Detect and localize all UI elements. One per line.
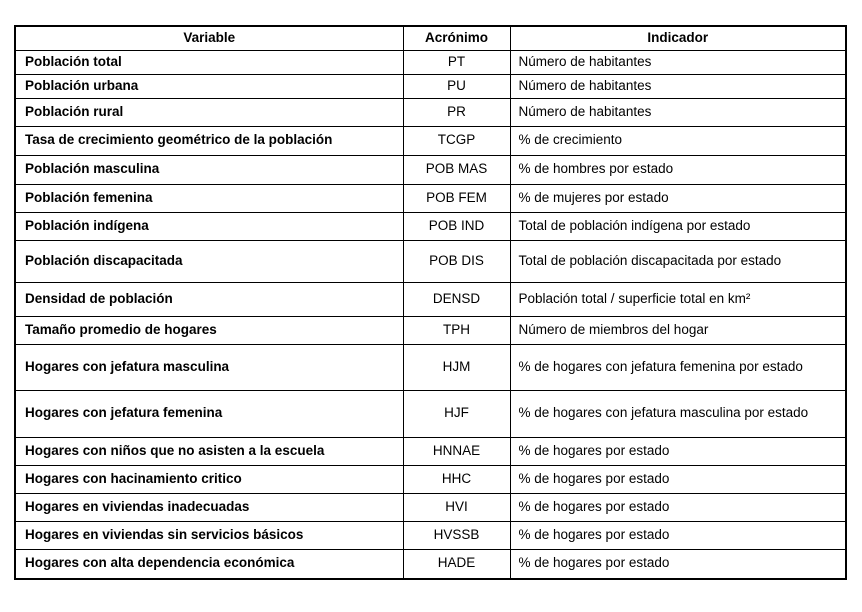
acronym-cell: TCGP (403, 126, 510, 155)
header-variable: Variable (15, 26, 403, 50)
indicator-cell: % de hogares con jefatura masculina por estado (510, 390, 846, 437)
indicator-cell: % de mujeres por estado (510, 184, 846, 212)
acronym-cell: HNNAE (403, 437, 510, 465)
acronym-cell: PT (403, 50, 510, 74)
variable-cell: Hogares con alta dependencia económica (15, 549, 403, 579)
acronym-cell: HJM (403, 344, 510, 390)
variable-cell: Hogares con jefatura masculina (15, 344, 403, 390)
variable-cell: Población discapacitada (15, 240, 403, 282)
acronym-cell: POB MAS (403, 155, 510, 184)
indicator-cell: Número de habitantes (510, 98, 846, 126)
variables-table (14, 25, 847, 580)
indicator-cell: Número de miembros del hogar (510, 316, 846, 344)
indicator-cell: % de crecimiento (510, 126, 846, 155)
indicator-cell: Número de habitantes (510, 74, 846, 98)
acronym-cell: POB IND (403, 212, 510, 240)
indicator-cell: % de hogares por estado (510, 437, 846, 465)
variable-cell: Hogares con hacinamiento critico (15, 465, 403, 493)
indicator-cell: Población total / superficie total en km² (510, 282, 846, 316)
indicator-cell: % de hogares por estado (510, 521, 846, 549)
indicator-cell: % de hogares por estado (510, 549, 846, 579)
table-row (15, 98, 846, 126)
acronym-cell: HVI (403, 493, 510, 521)
table-row (15, 390, 846, 437)
table-row (15, 521, 846, 549)
indicator-cell: Número de habitantes (510, 50, 846, 74)
variable-cell: Densidad de población (15, 282, 403, 316)
acronym-cell: HVSSB (403, 521, 510, 549)
acronym-cell: DENSD (403, 282, 510, 316)
indicator-cell: Total de población discapacitada por estado (510, 240, 846, 282)
table-row (15, 50, 846, 74)
variable-cell: Hogares en viviendas sin servicios básicos (15, 521, 403, 549)
indicator-cell: % de hombres por estado (510, 155, 846, 184)
variable-cell: Tasa de crecimiento geométrico de la población (15, 126, 403, 155)
table-row (15, 465, 846, 493)
variable-cell: Tamaño promedio de hogares (15, 316, 403, 344)
header-acronym: Acrónimo (403, 26, 510, 50)
table-row (15, 126, 846, 155)
table-row (15, 282, 846, 316)
acronym-cell: PU (403, 74, 510, 98)
variable-cell: Población femenina (15, 184, 403, 212)
table-row (15, 184, 846, 212)
table-row (15, 549, 846, 579)
acronym-cell: HHC (403, 465, 510, 493)
variable-cell: Hogares con jefatura femenina (15, 390, 403, 437)
acronym-cell: TPH (403, 316, 510, 344)
indicator-cell: % de hogares por estado (510, 493, 846, 521)
variable-cell: Hogares con niños que no asisten a la escuela (15, 437, 403, 465)
indicator-cell: % de hogares con jefatura femenina por estado (510, 344, 846, 390)
acronym-cell: HJF (403, 390, 510, 437)
table-row (15, 212, 846, 240)
variable-cell: Población masculina (15, 155, 403, 184)
table-row (15, 437, 846, 465)
indicator-cell: Total de población indígena por estado (510, 212, 846, 240)
indicator-cell: % de hogares por estado (510, 465, 846, 493)
header-indicator: Indicador (510, 26, 846, 50)
variable-cell: Población urbana (15, 74, 403, 98)
acronym-cell: HADE (403, 549, 510, 579)
variable-cell: Población total (15, 50, 403, 74)
table-header-row (15, 26, 846, 50)
variable-cell: Población rural (15, 98, 403, 126)
table-row (15, 240, 846, 282)
table-row (15, 74, 846, 98)
table-row (15, 155, 846, 184)
acronym-cell: POB DIS (403, 240, 510, 282)
acronym-cell: POB FEM (403, 184, 510, 212)
acronym-cell: PR (403, 98, 510, 126)
table-row (15, 344, 846, 390)
variable-cell: Población indígena (15, 212, 403, 240)
variable-cell: Hogares en viviendas inadecuadas (15, 493, 403, 521)
table-row (15, 493, 846, 521)
table-row (15, 316, 846, 344)
